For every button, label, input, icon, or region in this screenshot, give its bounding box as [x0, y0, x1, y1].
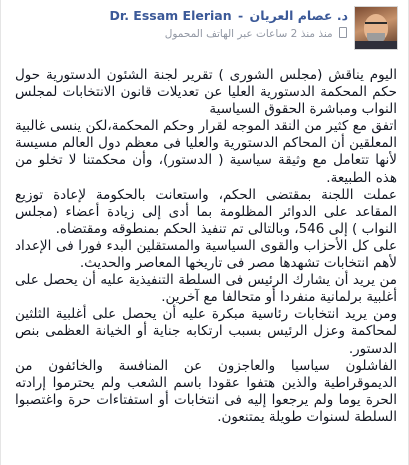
- post-meta: [165, 27, 348, 40]
- post-paragraph: الفاشلون سياسيا والعاجزون عن المنافسة والخائفون من الديموقراطية والذين هتفوا عقودا باسم الشعب ولم يحترموا إرادته الحرة يوما ولم يرجعوا إليه فى انتخابات أو استفتاءات حرة واغتصبوا السلطة لسنوات طويلة يمتنعون.: [15, 357, 397, 425]
- author-avatar[interactable]: [354, 6, 398, 50]
- author-name-en[interactable]: Dr. Essam Elerian: [109, 8, 232, 23]
- post-header: [11, 6, 398, 52]
- avatar-glasses: [365, 22, 387, 30]
- post-paragraph: عملت اللجنة بمقتضى الحكم، واستعانت بالحكومة لإعادة توزيع المقاعد على الدوائر المظلومة بما أدى إلى زيادة أعضاء (مجلس النواب ) إلى 546، وبالتالى تم تنفيذ الحكم بمنطوقه ومقتضاه.: [15, 186, 397, 237]
- author-name-ar[interactable]: د. عصام العريان: [249, 8, 348, 23]
- post-paragraph: من يريد أن يشارك الرئيس فى السلطة التنفيذية عليه أن يحصل على أغلبية برلمانية منفردا أو متحالفا مع آخرين.: [15, 272, 397, 306]
- post-paragraph: اتفق مع كثير من النقد الموجه لقرار وحكم المحكمة،لكن ينسى غالبية المعلقين أن المحاكم الدستورية والعليا فى معظم دول العالم مسيسة لأنها تتعامل مع وثيقة سياسية ( الدستور)، وأن محكمتنا لا تخلو من هذه الطبيعة.: [15, 118, 397, 186]
- post-body: [15, 67, 397, 426]
- post-timestamp[interactable]: منذ منذ 2 ساعات عبر الهاتف المحمول: [164, 28, 333, 40]
- post-paragraph: اليوم يناقش (مجلس الشورى ) تقرير لجنة الشئون الدستورية حول حكم المحكمة الدستورية العليا عن تعديلات قانون الانتخابات لمجلس النواب ومباشرة الحقوق السياسية: [15, 67, 397, 118]
- mobile-phone-icon: [339, 27, 347, 38]
- post-paragraph: على كل الأحزاب والقوى السياسية والمستقلين البدء فورا فى الإعداد لأهم انتخابات تشهدها مصر فى تاريخها المعاصر والحديث.: [15, 237, 397, 272]
- author-name-separator: -: [237, 8, 244, 23]
- avatar-suit: [355, 41, 397, 49]
- post-paragraph: ومن يريد انتخابات رئاسية مبكرة عليه أن يحصل على أغلبية الثلثين لمحاكمة وعزل الرئيس بسبب ارتكابه جناية أو الخيانة العظمى بنص الدستور.: [15, 306, 397, 357]
- author-name[interactable]: [109, 8, 348, 23]
